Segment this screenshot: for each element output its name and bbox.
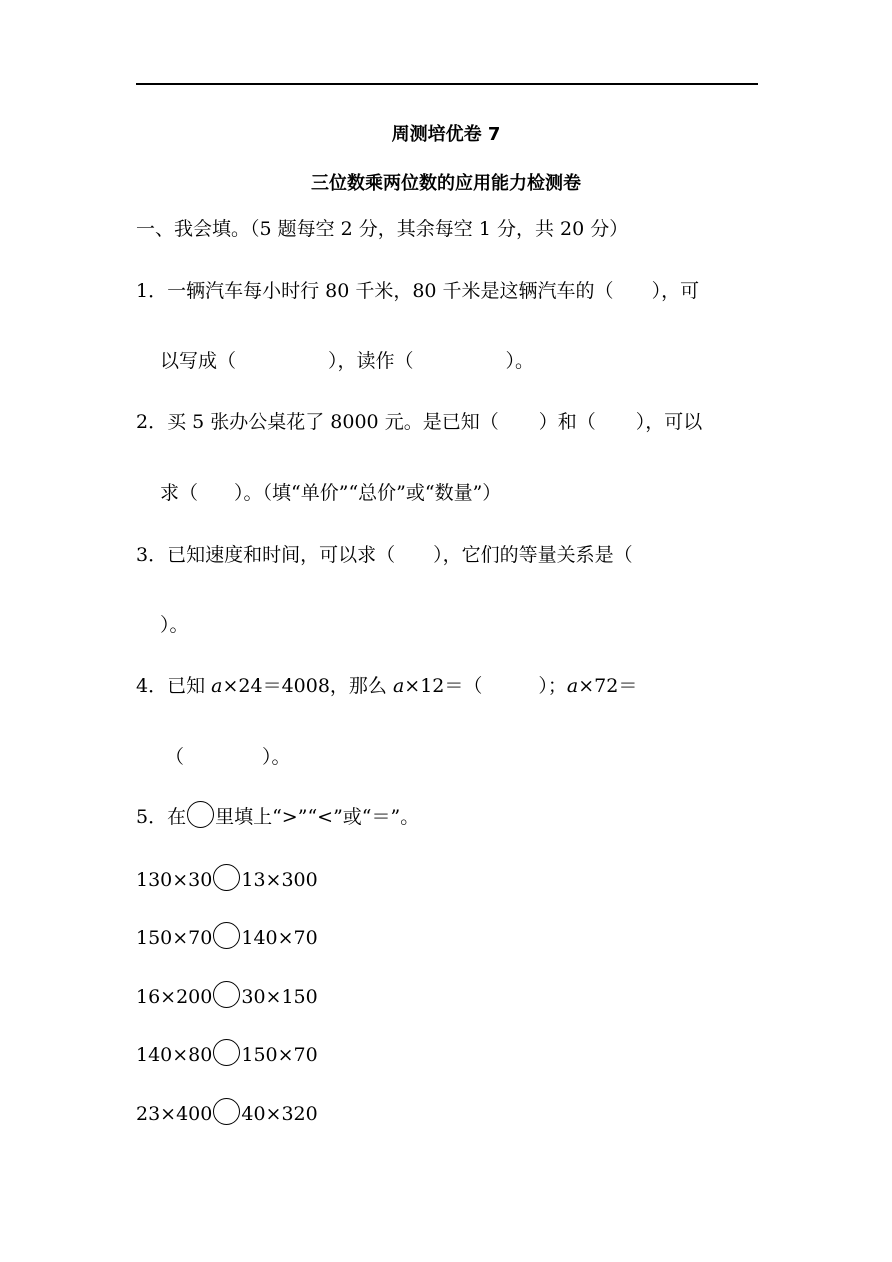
question-4-line-1: 4．已知 a×24＝4008，那么 a×12＝（ ）；a×72＝ [136,675,638,697]
compare-row: 23×400 40×320 [136,1098,318,1126]
page-subtitle: 三位数乘两位数的应用能力检测卷 [311,173,581,194]
compare-row: 130×30 13×300 [136,864,318,892]
question-3-line-2: ）。 [160,614,189,636]
section-heading: 一、我会填。（5 题每空 2 分，其余每空 1 分，共 20 分） [136,218,629,240]
compare-row: 16×200 30×150 [136,981,318,1009]
answer-circle-icon [187,801,214,828]
compare-row: 140×80 150×70 [136,1039,318,1067]
question-2-line-1: 2．买 5 张办公桌花了 8000 元。是已知（ ）和（ ），可以 [136,411,703,433]
answer-circle-icon[interactable] [213,922,240,949]
answer-circle-icon[interactable] [213,981,240,1008]
question-1-line-1: 1．一辆汽车每小时行 80 千米，80 千米是这辆汽车的（ ），可 [136,280,700,302]
question-4-line-2: （ ）。 [165,746,291,768]
page-title: 周测培优卷 7 [391,124,501,145]
question-5-prompt: 5．在 里填上“>”“<”或“＝”。 [136,801,419,829]
question-1-line-2: 以写成（ ），读作（ ）。 [160,350,535,372]
answer-circle-icon[interactable] [213,1039,240,1066]
question-2-line-2: 求（ ）。（填“单价”“总价”或“数量”） [160,482,502,504]
answer-circle-icon[interactable] [213,1098,240,1125]
answer-circle-icon[interactable] [213,864,240,891]
top-rule [136,83,758,85]
compare-row: 150×70 140×70 [136,922,318,950]
question-3-line-1: 3．已知速度和时间，可以求（ ），它们的等量关系是（ [136,544,633,566]
